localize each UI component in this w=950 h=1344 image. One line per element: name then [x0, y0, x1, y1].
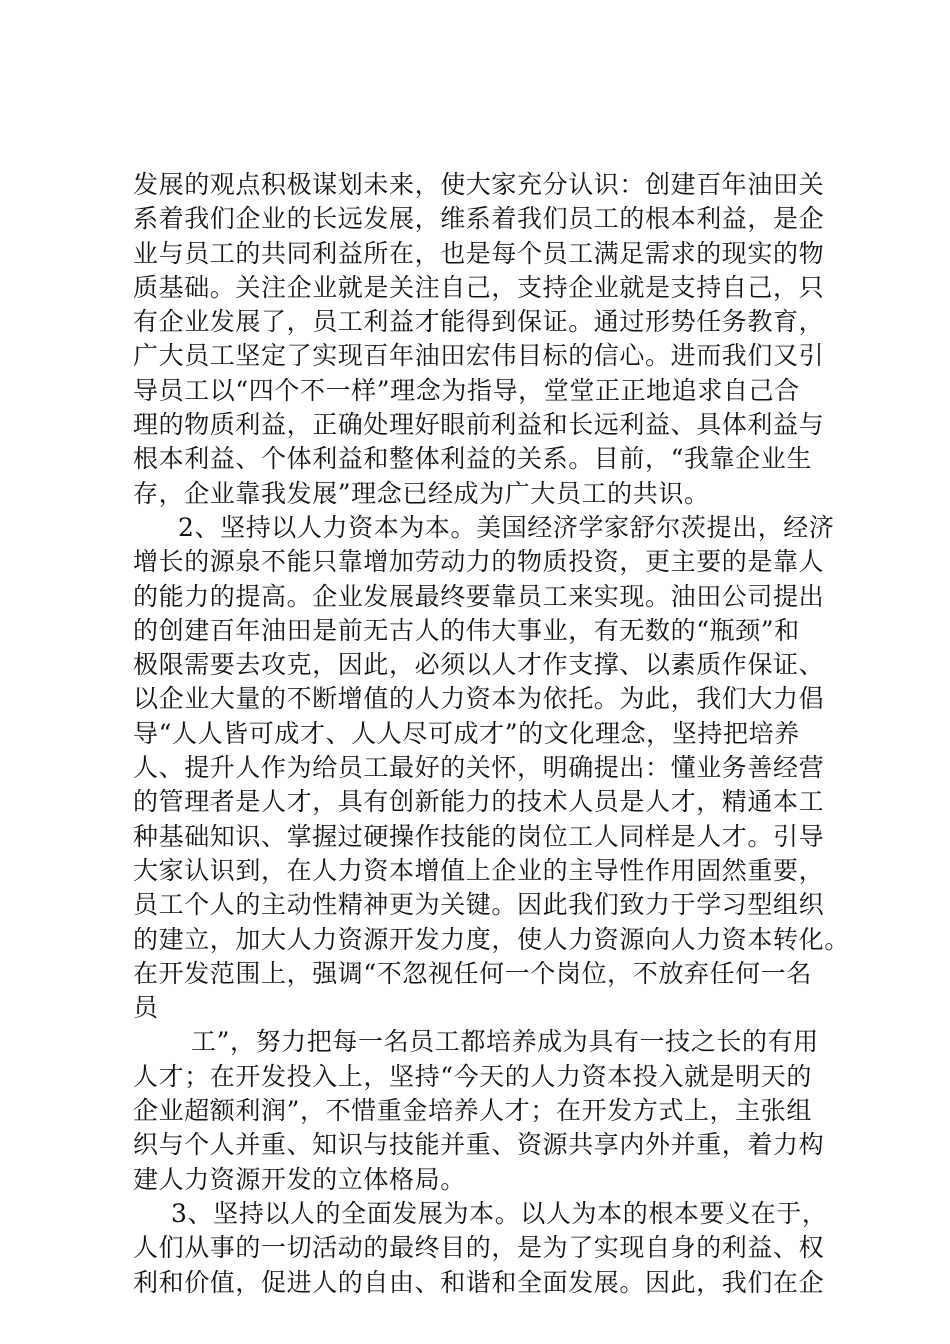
text-line: 利和价值，促进人的自由、和谐和全面发展。因此，我们在企 — [133, 1267, 825, 1297]
text-line: 的能力的提高。企业发展最终要靠员工来实现。油田公司提出 — [133, 581, 825, 611]
text-line: 建人力资源开发的立体格局。 — [133, 1164, 466, 1194]
text-line: 员 — [133, 993, 159, 1023]
text-line: 的建立，加大人力资源开发力度，使人力资源向人力资本转化。 — [133, 924, 850, 954]
paragraph-3-start: 3、坚持以人的全面发展为本。以人为本的根本要义在于， — [171, 1198, 828, 1228]
text-line: 的管理者是人才，具有创新能力的技术人员是人才，精通本工 — [133, 787, 825, 817]
text-line: 织与个人并重、知识与技能并重、资源共享内外并重，着力构 — [133, 1130, 825, 1160]
text-line: 广大员工坚定了实现百年油田宏伟目标的信心。进而我们又引 — [133, 341, 825, 371]
text-line: 增长的源泉不能只靠增加劳动力的物质投资，更主要的是靠人 — [133, 547, 825, 577]
text-line: 企业超额利润”，不惜重金培养人才；在开发方式上，主张组 — [133, 1096, 812, 1126]
text-line: 员工个人的主动性精神更为关键。因此我们致力于学习型组织 — [133, 890, 825, 920]
text-line: 人们从事的一切活动的最终目的，是为了实现自身的利益、权 — [133, 1233, 825, 1263]
text-line: 人、提升人作为给员工最好的关怀，明确提出：懂业务善经营 — [133, 753, 825, 783]
text-line-continued: 工”，努力把每一名员工都培养成为具有一技之长的有用 — [191, 1027, 819, 1057]
body-text — [133, 168, 850, 1300]
text-line: 质基础。关注企业就是关注自己，支持企业就是支持自己，只 — [133, 272, 825, 302]
text-line: 导员工以“四个不一样”理念为指导，堂堂正正地追求自己合 — [133, 375, 800, 405]
text-line: 人才；在开发投入上，坚持“今天的人力资本投入就是明天的 — [133, 1061, 812, 1091]
text-line: 理的物质利益，正确处理好眼前利益和长远利益、具体利益与 — [133, 410, 825, 440]
text-line: 存，企业靠我发展”理念已经成为广大员工的共识。 — [133, 478, 710, 508]
text-line: 以企业大量的不断增值的人力资本为依托。为此，我们大力倡 — [133, 684, 825, 714]
text-line: 的创建百年油田是前无古人的伟大事业，有无数的“瓶颈”和 — [133, 615, 800, 645]
text-line: 在开发范围上，强调“不忽视任何一个岗位，不放弃任何一名 — [133, 958, 812, 988]
text-line: 发展的观点积极谋划未来，使大家充分认识：创建百年油田关 — [133, 170, 825, 199]
text-line: 大家认识到，在人力资本增值上企业的主导性作用固然重要， — [133, 855, 825, 885]
text-line: 导“人人皆可成才、人人尽可成才”的文化理念，坚持把培养 — [133, 718, 800, 748]
text-line: 业与员工的共同利益所在，也是每个员工满足需求的现实的物 — [133, 238, 825, 268]
text-line: 有企业发展了，员工利益才能得到保证。通过形势任务教育， — [133, 307, 825, 337]
text-line: 极限需要去攻克，因此，必须以人才作支撑、以素质作保证、 — [133, 650, 825, 680]
paragraph-2-start: 2、坚持以人力资本为本。美国经济学家舒尔茨提出，经济 — [178, 512, 835, 542]
text-line: 根本利益、个体利益和整体利益的关系。目前，“我靠企业生 — [133, 444, 812, 474]
text-line: 种基础知识、掌握过硬操作技能的岗位工人同样是人才。引导 — [133, 821, 825, 851]
text-line: 系着我们企业的长远发展，维系着我们员工的根本利益，是企 — [133, 204, 825, 234]
